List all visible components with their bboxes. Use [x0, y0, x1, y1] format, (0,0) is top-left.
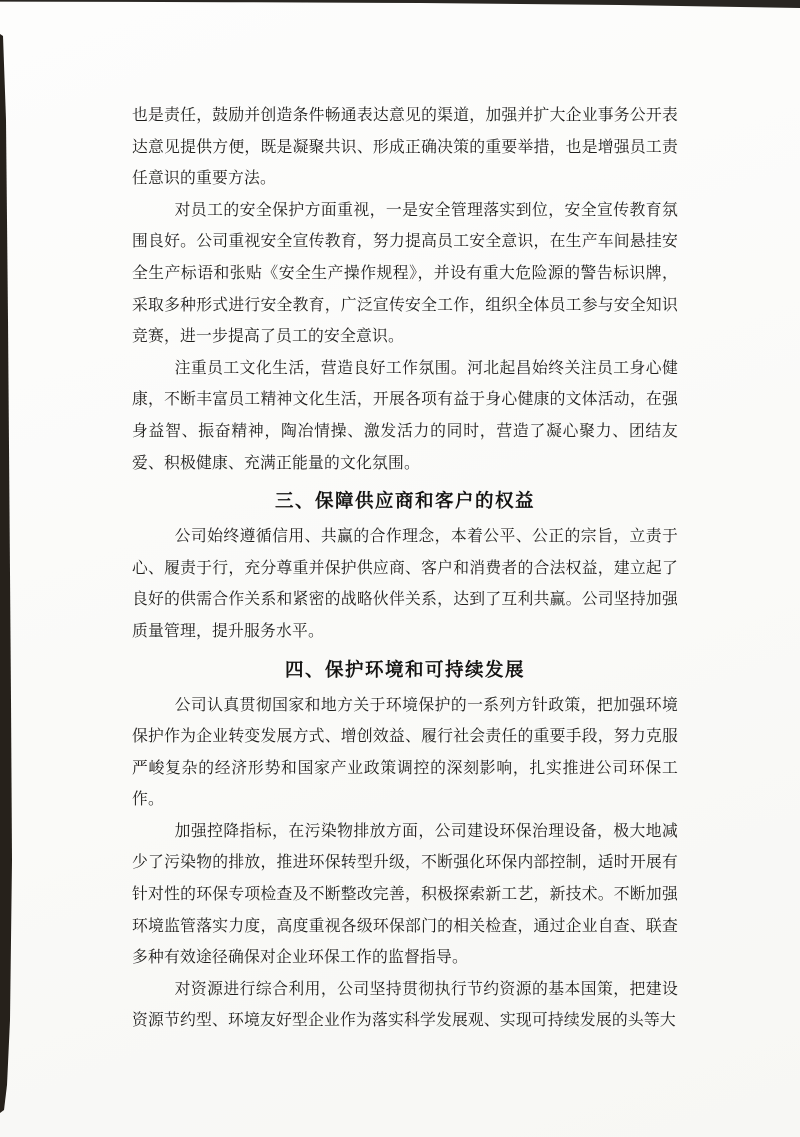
paragraph-employee-safety: 对员工的安全保护方面重视，一是安全管理落实到位，安全宣传教育氛围良好。公司重视安全宣传教育，努力提高员工安全意识，在生产车间悬挂安全生产标语和张贴《安全生产操作规程》，并设有重大危险源的警告标识牌，采取多种形式进行安全教育，广泛宣传安全工作，组织全体员工参与安全知识竞赛，进一步提高了员工的安全意识。 [132, 201, 678, 346]
section-heading-suppliers-customers: 三、保障供应商和客户的权益 [274, 490, 535, 512]
section-heading-environment: 四、保护环境和可持续发展 [284, 658, 525, 680]
document-body [132, 100, 678, 1037]
paragraph-emission-control: 加强控降指标，在污染物排放方面，公司建设环保治理设备，极大地减少了污染物的排放，推进环保转型升级，不断强化环保内部控制，适时开展有针对性的环保专项检查及不断整改完善，积极探索新工艺，新技术。不断加强环境监管落实力度，高度重视各级环保部门的相关检查，通过企业自查、联查多种有效途径确保对企业环保工作的监督指导。 [132, 822, 678, 967]
paragraph-resource-utilization: 对资源进行综合利用，公司坚持贯彻执行节约资源的基本国策，把建设资源节约型、环境友好型企业作为落实科学发展观、实现可持续发展的头等大 [132, 980, 678, 1030]
paragraph-employee-culture: 注重员工文化生活，营造良好工作氛围。河北起昌始终关注员工身心健康，不断丰富员工精神文化生活，开展各项有益于身心健康的文体活动，在强身益智、振奋精神，陶冶情操、激发活力的同时，营造了凝心聚力、团结友爱、积极健康、充满正能量的文化氛围。 [132, 359, 678, 472]
paragraph-env-policy: 公司认真贯彻国家和地方关于环境保护的一系列方针政策，把加强环境保护作为企业转变发展方式、增创效益、履行社会责任的重要手段，努力克服严峻复杂的经济形势和国家产业政策调控的深刻影响，扎实推进公司环保工作。 [132, 696, 678, 809]
paragraph-cooperation: 公司始终遵循信用、共赢的合作理念，本着公平、公正的宗旨，立责于心、履责于行，充分尊重并保护供应商、客户和消费者的合法权益，建立起了良好的供需合作关系和紧密的战略伙伴关系，达到了互利共赢。公司坚持加强质量管理，提升服务水平。 [132, 528, 678, 640]
scan-edge-left-artifact [0, 0, 16, 1137]
scan-edge-top-artifact [0, 0, 800, 12]
paragraph-employee-voice-cont: 也是责任，鼓励并创造条件畅通表达意见的渠道，加强并扩大企业事务公开表达意见提供方便，既是凝聚共识、形成正确决策的重要举措，也是增强员工责任意识的重要方法。 [132, 107, 678, 188]
